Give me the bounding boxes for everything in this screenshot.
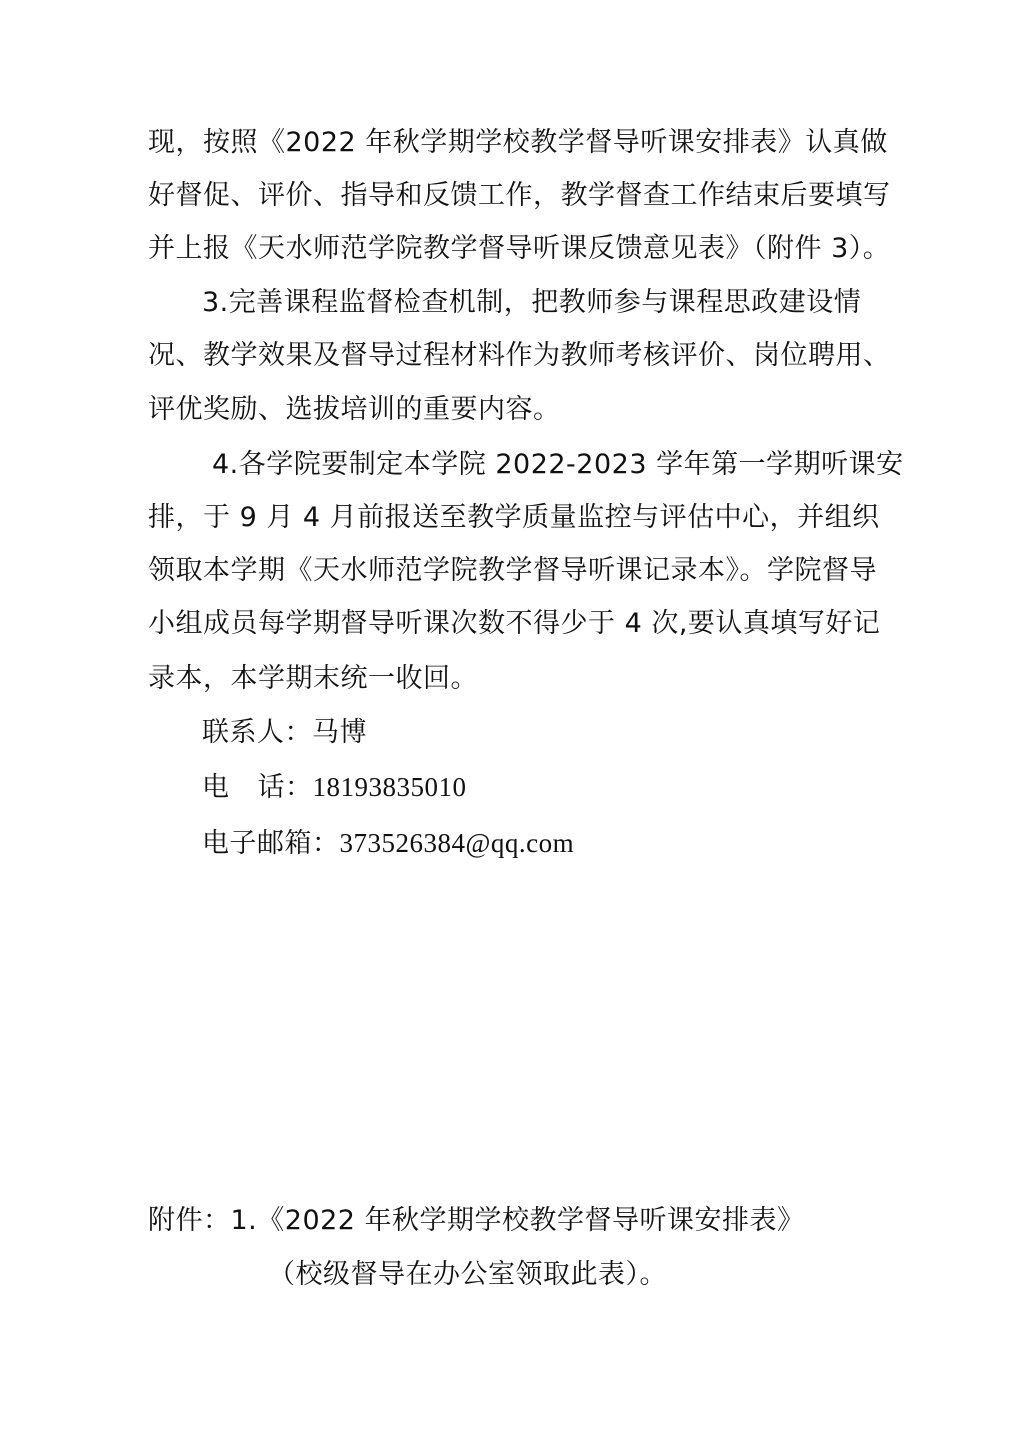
contact-email-label: 电子邮箱： [202, 828, 340, 859]
contact-phone-value: 18193835010 [312, 772, 467, 802]
contact-person-value: 马博 [312, 717, 367, 748]
paragraph-1-line-3: 并上报《天水师范学院教学督导听课反馈意见表》（附件 3）。 [148, 233, 891, 264]
attachment-line-2: （校级督导在办公室领取此表）。 [268, 1259, 667, 1290]
paragraph-3-line-3: 领取本学期《天水师范学院教学督导听课记录本》。学院督导 [148, 555, 877, 586]
paragraph-2-line-2: 况、教学效果及督导过程材料作为教师考核评价、岗位聘用、 [148, 340, 891, 371]
paragraph-1-line-1: 现，按照《2022 年秋学期学校教学督导听课安排表》认真做 [148, 127, 888, 158]
paragraph-1-line-2: 好督促、评价、指导和反馈工作，教学督查工作结束后要填写 [148, 180, 891, 211]
contact-email-value: 373526384@qq.com [339, 828, 575, 858]
paragraph-3-line-2: 排，于 9 月 4 月前报送至教学质量监控与评估中心，并组织 [148, 502, 880, 533]
paragraph-3-line-4: 小组成员每学期督导听课次数不得少于 4 次,要认真填写好记 [148, 608, 881, 639]
contact-phone-label-b: 话： [257, 772, 313, 803]
paragraph-2-line-3: 评优奖励、选拔培训的重要内容。 [148, 394, 561, 425]
paragraph-3-line-1: 4.各学院要制定本学院 2022-2023 学年第一学期听课安 [212, 449, 904, 480]
attachment-line-1: 附件：1.《2022 年秋学期学校教学督导听课安排表》 [148, 1205, 805, 1236]
contact-person-label: 联系人： [202, 717, 312, 748]
contact-phone-label-a: 电 [202, 772, 230, 803]
paragraph-3-line-5: 录本，本学期末统一收回。 [148, 663, 478, 694]
contact-person [202, 716, 367, 750]
contact-phone [202, 770, 467, 805]
contact-email [202, 826, 574, 861]
paragraph-2-line-1: 3.完善课程监督检查机制，把教师参与课程思政建设情 [202, 287, 862, 318]
